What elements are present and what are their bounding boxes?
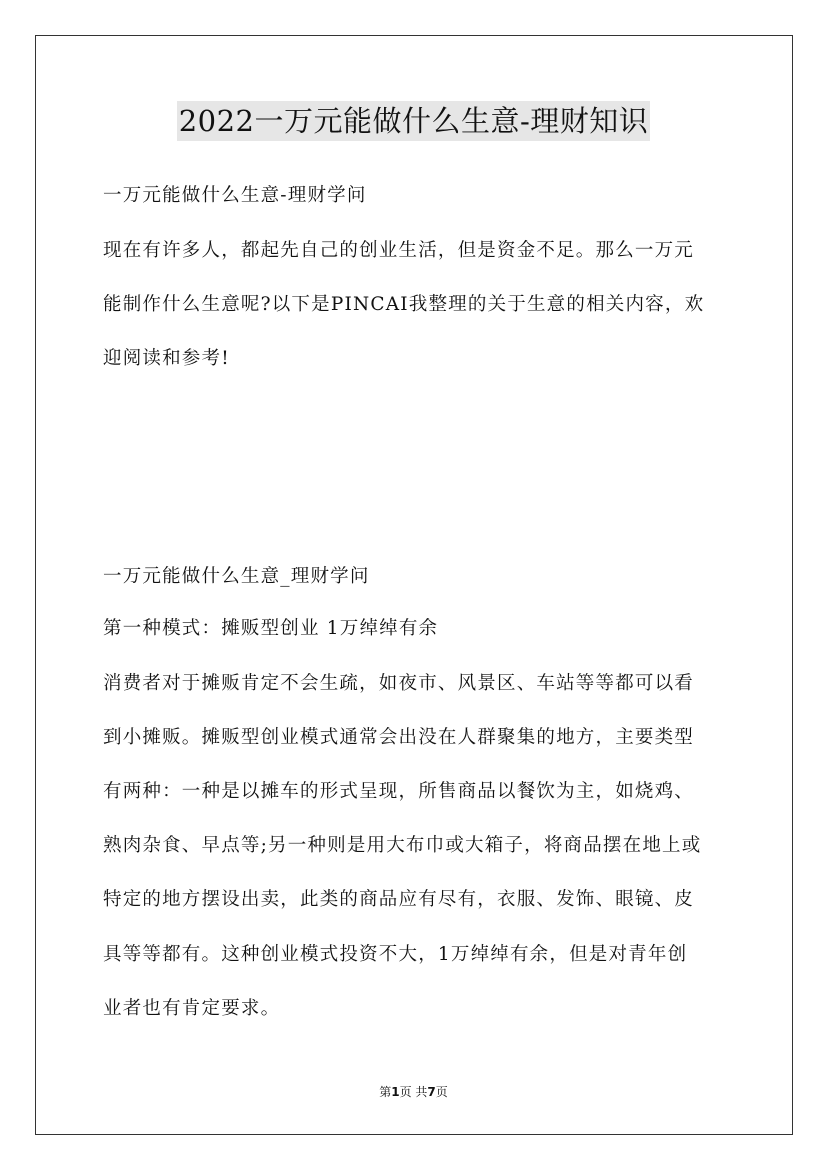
footer-total-pages: 7 [427, 1085, 436, 1099]
intro-line-3: 迎阅读和参考! [103, 348, 230, 369]
intro-line-1: 现在有许多人，都起先自己的创业生活，但是资金不足。那么一万元 [103, 240, 695, 261]
subtitle-2: 一万元能做什么生意_理财学问 [103, 566, 370, 587]
title-wrap [0, 101, 827, 141]
body-line-5: 特定的地方摆设出卖，此类的商品应有尽有，衣服、发饰、眼镜、皮 [103, 889, 695, 910]
section-heading: 第一种模式：摊贩型创业 1万绰绰有余 [103, 618, 439, 639]
body-line-2: 到小摊贩。摊贩型创业模式通常会出没在人群聚集的地方，主要类型 [103, 727, 695, 748]
body-line-3: 有两种：一种是以摊车的形式呈现，所售商品以餐饮为主，如烧鸡、 [103, 781, 695, 802]
body-line-1: 消费者对于摊贩肯定不会生疏，如夜市、风景区、车站等等都可以看 [103, 673, 695, 694]
body-line-6: 具等等都有。这种创业模式投资不大，1万绰绰有余，但是对青年创 [103, 944, 688, 965]
footer-suffix: 页 [435, 1085, 448, 1099]
subtitle-1: 一万元能做什么生意-理财学问 [103, 185, 367, 206]
footer-mid: 页 共 [399, 1085, 428, 1099]
body-line-4: 熟肉杂食、早点等;另一种则是用大布巾或大箱子，将商品摆在地上或 [103, 835, 702, 856]
page-footer [0, 1083, 827, 1100]
footer-page-number: 1 [391, 1085, 400, 1099]
body-line-7: 业者也有肯定要求。 [103, 998, 281, 1019]
intro-line-2: 能制作什么生意呢?以下是PINCAI我整理的关于生意的相关内容，欢 [103, 294, 705, 315]
footer-prefix: 第 [379, 1085, 392, 1099]
document-title: 2022一万元能做什么生意-理财知识 [177, 101, 651, 141]
